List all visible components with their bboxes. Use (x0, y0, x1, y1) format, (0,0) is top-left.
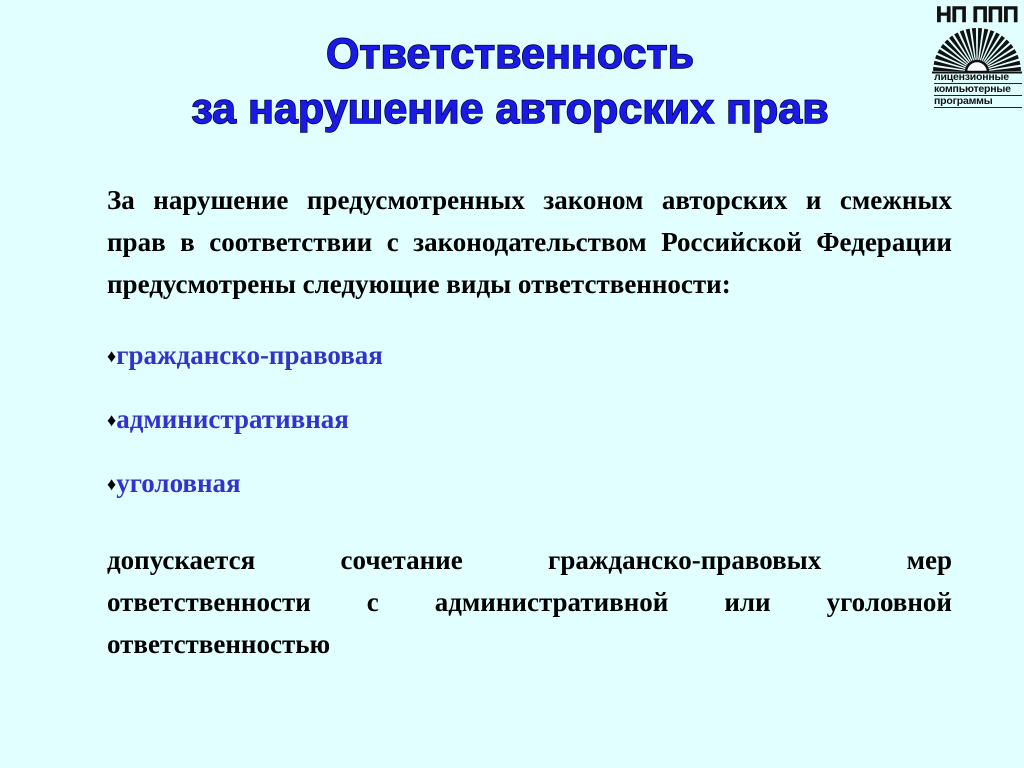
logo-caption-line-2: компьютерные (934, 84, 1022, 96)
sunburst-icon (932, 28, 1022, 74)
list-item-label: уголовная (116, 468, 241, 498)
logo-caption-line-1: лицензионные (934, 72, 1022, 84)
diamond-bullet-icon: ♦ (107, 410, 117, 430)
list-item-civil (107, 335, 952, 399)
diamond-bullet-icon: ♦ (107, 346, 117, 366)
outro-line-2: ответственности с административной или уголовной (107, 587, 952, 617)
intro-line-1: За нарушение предусмотренных законом авторских и смежных (107, 185, 952, 215)
outro-line-1: допускается сочетание гражданско-правовых мер (107, 545, 952, 575)
diamond-bullet-icon: ♦ (107, 474, 117, 494)
logo-caption (934, 72, 1022, 108)
outro-line-3: ответственностью (107, 629, 331, 659)
intro-line-2: прав в соответствии с законодательством Российской Федерации (107, 227, 952, 257)
np-ppp-logo (932, 2, 1022, 106)
slide-title (0, 27, 1020, 137)
sunburst-ray (972, 28, 977, 60)
logo-caption-line-3: программы (934, 96, 1022, 108)
logo-abbreviation: НП ППП (935, 2, 1019, 27)
liability-types-list (107, 335, 952, 527)
intro-paragraph (107, 179, 952, 305)
intro-line-3: предусмотрены следующие виды ответственности: (107, 269, 731, 299)
list-item-administrative (107, 399, 952, 463)
slide-title-line-1: Ответственность (325, 30, 695, 78)
list-item-label: административная (116, 404, 349, 434)
sunburst-ray (978, 28, 983, 60)
list-item-criminal (107, 463, 952, 527)
slide-title-line-2: за нарушение авторских прав (191, 85, 829, 133)
outro-paragraph (107, 539, 952, 665)
list-item-label: гражданско-правовая (116, 340, 383, 370)
